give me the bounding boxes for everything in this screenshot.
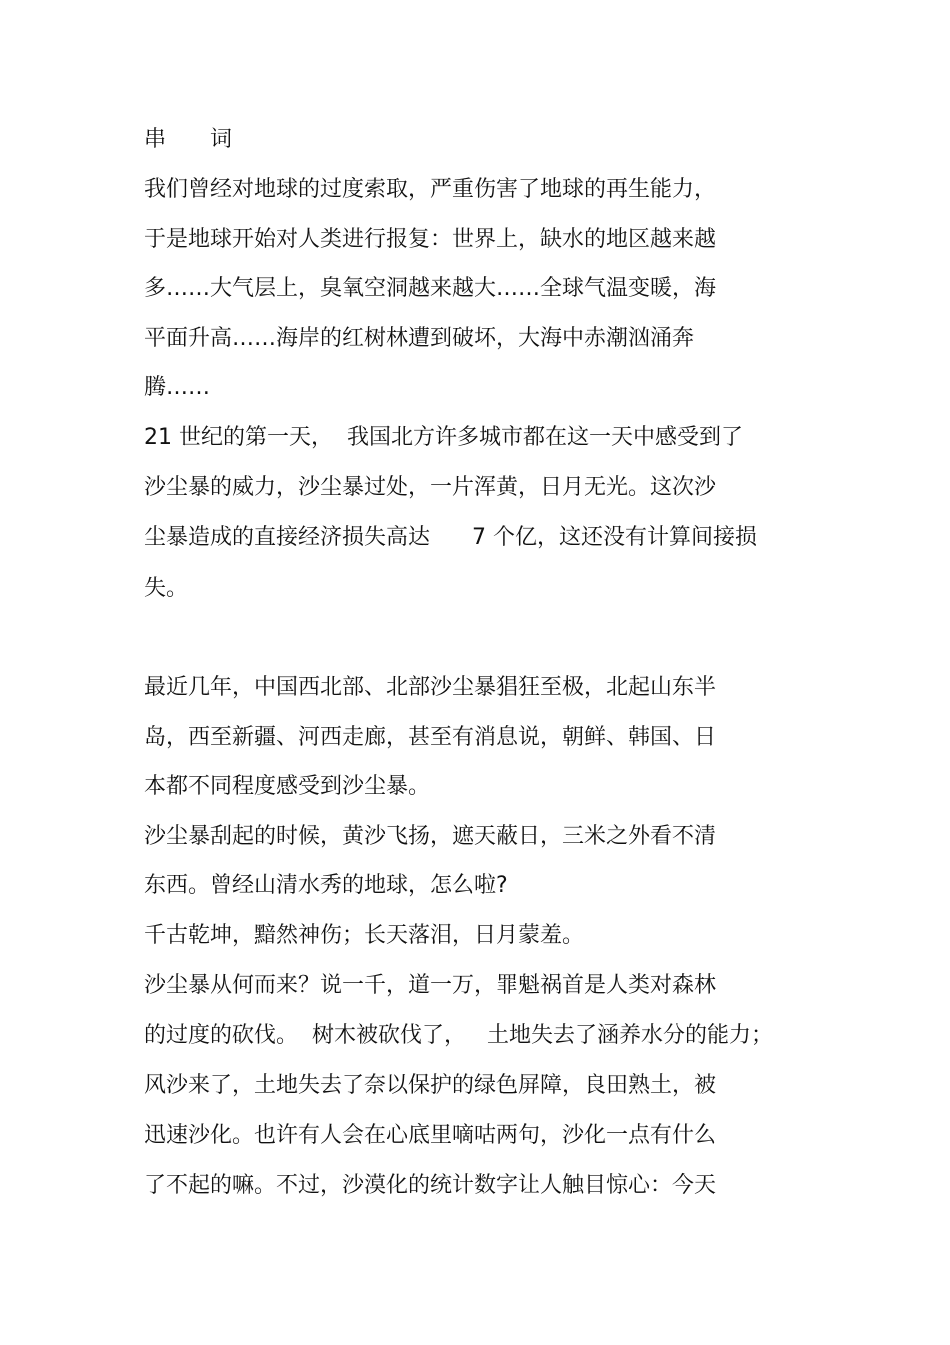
paragraph-line: 21 世纪的第一天， 我国北方许多城市都在这一天中感受到了 — [144, 425, 743, 450]
paragraph-line: 腾…… — [144, 375, 211, 400]
paragraph-line: 平面升高……海岸的红树林遭到破坏，大海中赤潮汹涌奔 — [144, 326, 695, 351]
paragraph-line: 我们曾经对地球的过度索取，严重伤害了地球的再生能力， — [144, 177, 717, 202]
paragraph-line: 迅速沙化。也许有人会在心底里嘀咕两句，沙化一点有什么 — [144, 1123, 717, 1148]
paragraph-line: 了不起的嘛。不过，沙漠化的统计数字让人触目惊心：今天 — [144, 1173, 717, 1198]
paragraph-line: 岛，西至新疆、河西走廊，甚至有消息说，朝鲜、韩国、日 — [144, 725, 717, 750]
paragraph-line: 沙尘暴从何而来？说一千，道一万，罪魁祸首是人类对森林 — [144, 973, 717, 998]
paragraph-line: 沙尘暴刮起的时候，黄沙飞扬，遮天蔽日，三米之外看不清 — [144, 824, 717, 849]
document-title: 串 词 — [144, 127, 233, 152]
paragraph-line: 东西。曾经山清水秀的地球，怎么啦? — [144, 873, 508, 898]
paragraph-line: 的过度的砍伐。 树木被砍伐了， 土地失去了涵养水分的能力； — [144, 1023, 773, 1048]
paragraph-line: 于是地球开始对人类进行报复：世界上，缺水的地区越来越 — [144, 227, 717, 252]
paragraph-line: 沙尘暴的威力，沙尘暴过处，一片浑黄，日月无光。这次沙 — [144, 475, 717, 500]
paragraph-line: 风沙来了，土地失去了奈以保护的绿色屏障，良田熟土，被 — [144, 1073, 717, 1098]
paragraph-line: 千古乾坤，黯然神伤；长天落泪，日月蒙羞。 — [144, 923, 585, 948]
paragraph-line: 最近几年，中国西北部、北部沙尘暴猖狂至极，北起山东半 — [144, 675, 717, 700]
paragraph-line: 多……大气层上，臭氧空洞越来越大……全球气温变暖，海 — [144, 276, 717, 301]
paragraph-line: 失。 — [144, 576, 189, 601]
paragraph-line: 本都不同程度感受到沙尘暴。 — [144, 774, 431, 799]
paragraph-line: 尘暴造成的直接经济损失高达 7 个亿，这还没有计算间接损 — [144, 525, 757, 550]
